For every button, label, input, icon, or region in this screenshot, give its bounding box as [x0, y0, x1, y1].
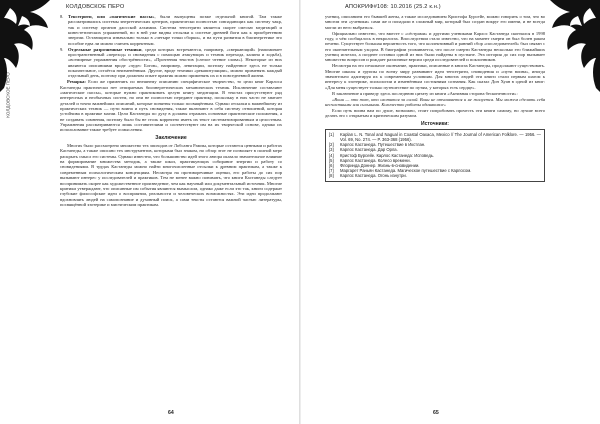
source-number: [5]: [329, 157, 334, 163]
list-item-text: , среди которых встречаются, например, «сверкающий» (напоминает пространственный «переход» и сновидения с помощью атакующих и техник перехода, калина и ходьба), «всемирные упражнения обострённости», «Прочтения текстов (слепое чтение слова»). Некоторые из них являются описаниями вроде «чудес Богов», например, левитации, поэтому найденное здесь не только показательное, остаётся неизменённым. Другие, вроде техники «рекапитуляции», можно применять каждый отдельный день, поэтому при должном опыте практик можно применять их и в повседневной жизни.: [68, 46, 282, 79]
source-text: Флоринда Доннер. Жизнь-в-сновидении.: [340, 163, 420, 169]
source-number: [4]: [329, 152, 334, 158]
paragraph: Официально известно, что вместе с «сёстрами» и другими учениками Карлос Кастанеда скончался в 1998 году, о чём сообщалось в некрологах. Впоследствии стало известно, что на момент смерти он был болен раком печени. Существует большая вероятность того, что коллективный и ранний сбор «последователей» был связан с его окончательным уходом. В биографии упоминается, что после смерти Кастанеды несколько его ближайших учениц исчезли, а позднее останки одной из них были найдены в пустыне. Эта история до сих пор вызывает множество вопросов и рождает различные версии среди исследователей и поклонников.: [325, 30, 545, 63]
source-text: Kaplan L. N. Tonal and Nagual in Coastal Oaxaca, Mexico // The Journal of American Folklore. — 1956. — Vol. 69, No. 274. — P. 363-368 (1956).: [340, 131, 541, 143]
source-text: Карлос Кастанеда. Огонь изнутри.: [340, 173, 407, 179]
quote-paragraph: «Воин — это тот, кто охотится за силой. Воин не отчаивается и не жалуется. Мы можем сделать себя несчастными или сильными. Количество работы одинаковое»: [325, 96, 545, 107]
remark-paragraph: [60, 79, 282, 132]
source-item: [329, 132, 541, 142]
running-header: АПОКРИФ#108: 10.2016 (25.2 к.н.): [345, 4, 441, 10]
source-number: [7]: [329, 168, 334, 174]
sources-heading: Источники:: [421, 120, 449, 127]
vertical-section-title: [4, 60, 12, 130]
source-text: Карлос Кастанеда. Колесо времени.: [340, 157, 411, 163]
paragraph: В заключение я приведу здесь последнюю цитату из книги «Активная сторона бесконечности»:: [332, 90, 518, 96]
list-item-number: 9.: [60, 46, 64, 52]
paragraph: учениц, описанием его бывшей жены, а также исследованием Кристофа Бурсейе, можно говорить о том, что во многом эти «ученики» сами же и попадали в сложный мир, который был создан вокруг его имени, и не всегда могли из него выбраться.: [325, 14, 545, 30]
tribal-ornament-top-right: [536, 0, 600, 92]
source-number: [8]: [329, 173, 334, 179]
page-number: 64: [168, 410, 174, 416]
vertical-section-title-text: КОЛДОВСКОЕ ПЕРО: [5, 72, 11, 118]
conclusion-paragraph: Многих было рассмотрено множество тех эпизодов от Лобсанга Рампы, которые остаются ценными и работах Кастанеды, а также описано тех инструментов, которыми был знаком, но обзор этот не позволяет в полной мере раскрыть смысл его системы. Однако известно, что большинство идей этого автора оказало значительное влияние на формирование множества методик, а также школ, практикующих собирание энергии и работу со сновидениями. В трудах Кастанеды можно найти многочисленные отсылки к древним практикам, а также к современным психологическим концепциям. Несмотря на противоречивые оценки, его работы до сих пор вызывают интерес у исследователей и практиков. Тем не менее важно понимать, что книги Кастанеды следует воспринимать скорее как художественное произведение, чем как научный или документальный источник. Многие критики утверждают, что описанные им события являются вымыслом, однако даже если это так, книги содержат глубокие философские идеи о восприятии, реальности и человеческих возможностях. Эти идеи продолжают вдохновлять людей на самопознание и духовный поиск, а сами тексты остаются важной частью литературы, посвящённой эзотерике и мистическим практикам.: [60, 143, 282, 207]
source-item: [329, 173, 541, 178]
right-page: [301, 0, 600, 424]
remark-text: Если же применять по внешнему описанию специфическое творчество, то цели книг Карлоса Кастанеды практически нет отпираемых биоэнергетических механических техник. Исключение составляют «магические пассы», которые нужно практиковать целую книгу медитации. В текстах присутствуют ряд интересных и необычных систем, но они не полностью передают практику, поскольку в них часто не хватает деталей и точно важнейших описаний, которые понятны только посвящённым. Однако отсылки к важнейшему из практических техник — пути воина и путь сновидения, также включают в себя систему отношений, которая устойчива в практике магии. Цели Кастанеды по духу в должны отражать основные практические положения, а не создавать сомнения, поэтому было бы не столь корректно иметь их текст систематизированным и целостным. Упражнения рассматриваются лишь составителями и соответствуют им на их творческой основе, однако их использование также требует осмысления.: [60, 79, 282, 133]
source-number: [3]: [329, 147, 334, 153]
source-text: Карлос Кастанеда. Путешествие в Икстлан.: [340, 142, 426, 148]
list-item-term: Тенсегрити, или «магические пассы»: [68, 14, 155, 19]
paragraph: Несмотря на это печальное окончание, практики, описанные в книгах Кастанеды, продолжают существовать. Многие школы и группы по всему миру развивают идеи тенсегрити, сновидения и «пути воина», иногда значительно адаптируя их к современным условиям. Для многих людей эти книги стали первым шагом к интересу к эзотерике, психологии и изменённым состояниям сознания. Как сказал Дон Хуан в одной из книг: «Для меня существует только путешествие по путям, у которых есть сердце».: [325, 63, 545, 90]
list-item-text: , были выпущены позже отдельной книгой. Там также рассматривались системы энергетических центров, практически полностью совпадающих как систему чакр, так и систему органов даосской алхимии. Система тенсегрити является скорее смесью медитаций и кинестетических упражнений, но в ней уже видны отсылки к системе древней йоги как к приобретению энергии. Остающиеся изначально только в «четыре точки сборки», и на пути развития в биоэнергетике это пособие едва ли можно считать корректным.: [68, 14, 282, 46]
list-item-term: Отдельные разрозненные техники: [68, 46, 142, 52]
left-body-text: [60, 14, 282, 208]
sources-box: [325, 129, 545, 182]
source-text: Маргарет Раньян Кастанеда. Магическое путешествие с Карлосом.: [340, 168, 472, 174]
left-page: [0, 0, 299, 424]
source-number: [1]: [329, 131, 334, 137]
page-number: 65: [433, 410, 439, 416]
list-item: [60, 14, 282, 46]
source-text: Кристоф Бурсейе. Карлос Кастанеда: Исповедь.: [340, 152, 435, 158]
running-header: КОЛДОВСКОЕ ПЕРО: [66, 4, 125, 10]
list-item: [60, 47, 282, 79]
closing-paragraph: Если путь воина вам по душе, возможно, стоит попробовать прочесть эти книги самому, но лучше всего делать это с открытым и критическим разумом.: [325, 107, 545, 119]
source-number: [2]: [329, 142, 334, 148]
numbered-list: [60, 14, 282, 79]
source-text: Карлос Кастанеда. Дар Орла.: [340, 147, 398, 153]
section-heading: Заключение: [155, 134, 187, 141]
list-item-number: 8.: [60, 14, 64, 19]
remark-term: Ремарка:: [67, 79, 86, 85]
right-body-text: [325, 14, 545, 182]
source-number: [6]: [329, 163, 334, 169]
